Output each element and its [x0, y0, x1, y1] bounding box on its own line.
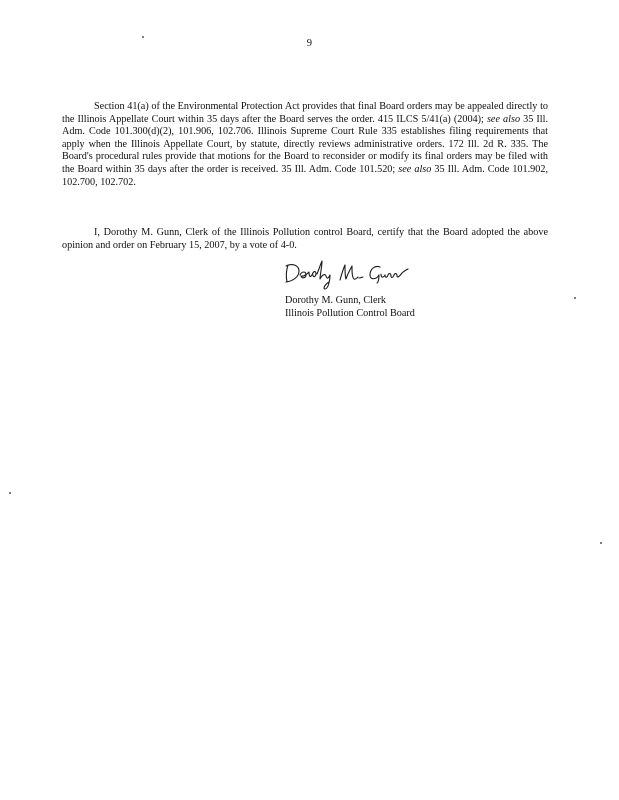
citation-signal: see also	[398, 163, 432, 175]
scan-speck	[9, 492, 11, 494]
signature-image	[282, 255, 412, 291]
organization-name: Illinois Pollution Control Board	[285, 307, 415, 319]
scan-speck	[600, 542, 602, 544]
signature-block	[285, 295, 415, 320]
scan-speck	[142, 36, 144, 38]
page-number: 9	[306, 38, 313, 49]
clerk-name: Dorothy M. Gunn, Clerk	[285, 295, 387, 306]
paragraph-text: 35 Ill. Adm. Code 101.300(d)(2), 101.906, 102.706. Illinois Supreme Court Rule 335 establishes filing requirements that apply when the Illinois Appellate Court, by statute, directly reviews administrative orders. 172 Ill. 2d R. 335. The Board's procedural rules provide that motions for the Board to reconsider or modify its final orders may be filed with the Board within 35 days after the order is received. 35 Ill. Adm. Code 101.520;	[62, 113, 548, 175]
appeal-rights-paragraph	[62, 101, 548, 189]
paragraph-text: Section 41(a) of the Environmental Protection Act provides that final Board orders may be appealed directly to the Illinois Appellate Court within 35 days after the Board serves the order. 415 ILCS 5/41(a) (2004);	[62, 101, 548, 125]
paragraph-text: 35 Ill. Adm. Code 101.902, 102.700, 102.702.	[62, 163, 548, 188]
clerk-certification-paragraph	[62, 227, 548, 252]
paragraph-text: I, Dorothy M. Gunn, Clerk of the Illinois Pollution control Board, certify that the Board adopted the above opinion and order on February 15, 2007, by a vote of 4-0.	[62, 227, 548, 251]
scan-speck	[574, 297, 576, 299]
citation-signal: see also	[486, 113, 521, 125]
handwritten-signature	[282, 255, 412, 291]
